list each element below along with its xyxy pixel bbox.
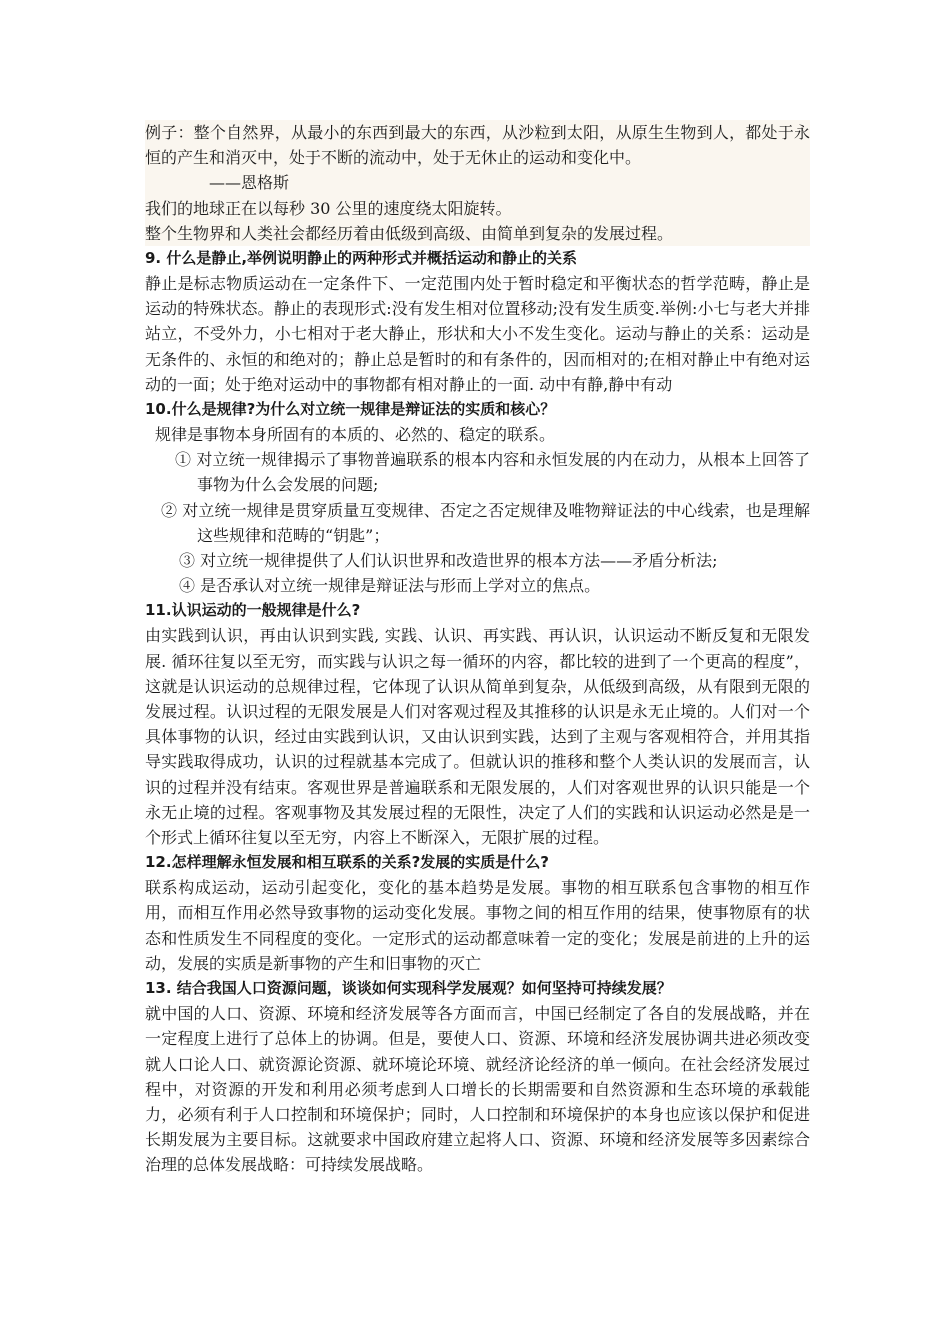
question-13-answer: 就中国的人口、资源、环境和经济发展等各方面而言，中国已经制定了各自的发展战略，并在一定程度上进行了总体上的协调。但是，要使人口、资源、环境和经济发展协调共进必须改变就人口论人口、就资源论资源、就环境论环境、就经济论经济的单一倾向。在社会经济发展过程中，对资源的开发和利用必须考虑到人口增长的长期需要和自然资源和生态环境的承载能力，必须有利于人口控制和环境保护；同时，人口控制和环境保护的本身也应该以保护和促进长期发展为主要目标。这就要求中国政府建立起将人口、资源、环境和经济发展等多因素综合治理的总体发展战略：可持续发展战略。 [145, 1004, 810, 1175]
quote-line-evolution: 整个生物界和人类社会都经历着由低级到高级、由简单到复杂的发展过程。 [145, 223, 674, 243]
question-10-intro: 规律是事物本身所固有的本质的、必然的、稳定的联系。 [155, 425, 556, 445]
question-13-title: 13. 结合我国人口资源问题，谈谈如何实现科学发展观？如何坚持可持续发展？ [145, 979, 672, 998]
quote-block [145, 120, 810, 246]
question-12-answer: 联系构成运动，运动引起变化，变化的基本趋势是发展。事物的相互联系包含事物的相互作用，而相互作用必然导致事物的运动变化发展。事物之间的相互作用的结果，使事物原有的状态和性质发生不同程度的变化。一定形式的运动都意味着一定的变化；发展是前进的上升的运动，发展的实质是新事物的产生和旧事物的灭亡 [145, 878, 810, 973]
question-12-title: 12.怎样理解永恒发展和相互联系的关系?发展的实质是什么? [145, 853, 549, 872]
quote-attribution: ——恩格斯 [209, 173, 290, 193]
question-10-item-3: ③ 对立统一规律提供了人们认识世界和改造世界的根本方法——矛盾分析法; [179, 551, 718, 571]
question-9-answer: 静止是标志物质运动在一定条件下、一定范围内处于暂时稳定和平衡状态的哲学范畴，静止是运动的特殊状态。静止的表现形式:没有发生相对位置移动;没有发生质变.举例:小七与老大并排站立，不受外力，小七相对于老大静止，形状和大小不发生变化。运动与静止的关系：运动是无条件的、永恒的和绝对的；静止总是暂时的和有条件的，因而相对的;在相对静止中有绝对运动的一面；处于绝对运动中的事物都有相对静止的一面. 动中有静,静中有动 [145, 274, 810, 394]
quote-line-earth: 我们的地球正在以每秒 30 公里的速度绕太阳旋转。 [145, 198, 512, 218]
question-9-title: 9. 什么是静止,举例说明静止的两种形式并概括运动和静止的关系 [145, 249, 578, 268]
question-11-title: 11.认识运动的一般规律是什么? [145, 601, 361, 620]
question-10-item-2: ② 对立统一规律是贯穿质量互变规律、否定之否定规律及唯物辩证法的中心线索，也是理解这些规律和范畴的“钥匙”； [161, 500, 810, 545]
document-page [145, 120, 810, 1178]
question-10-item-4: ④ 是否承认对立统一规律是辩证法与形而上学对立的焦点。 [179, 576, 601, 596]
quote-example: 例子：整个自然界，从最小的东西到最大的东西，从沙粒到太阳，从原生生物到人，都处于永恒的产生和消灭中，处于不断的流动中，处于无休止的运动和变化中。 [145, 123, 810, 168]
question-10-title: 10.什么是规律?为什么对立统一规律是辩证法的实质和核心？ [145, 400, 556, 419]
question-10-item-1: ① 对立统一规律揭示了事物普遍联系的根本内容和永恒发展的内在动力，从根本上回答了事物为什么会发展的问题; [175, 450, 810, 495]
question-11-answer: 由实践到认识，再由认识到实践, 实践、认识、再实践、再认识，认识运动不断反复和无限发展. 循环往复以至无穷，而实践与认识之每一循环的内容，都比较的进到了一个更高的程度”，这就是认识运动的总规律过程，它体现了认识从简单到复杂，从低级到高级，从有限到无限的发展过程。认识过程的无限发展是人们对客观过程及其推移的认识是永无止境的。人们对一个具体事物的认识，经过由实践到认识，又由认识到实践，达到了主观与客观相符合，并用其指导实践取得成功，认识的过程就基本完成了。但就认识的推移和整个人类认识的发展而言，认识的过程并没有结束。客观世界是普遍联系和无限发展的，人们对客观世界的认识只能是一个永无止境的过程。客观事物及其发展过程的无限性，决定了人们的实践和认识运动必然是是一个形式上循环往复以至无穷，内容上不断深入，无限扩展的过程。 [145, 626, 810, 848]
